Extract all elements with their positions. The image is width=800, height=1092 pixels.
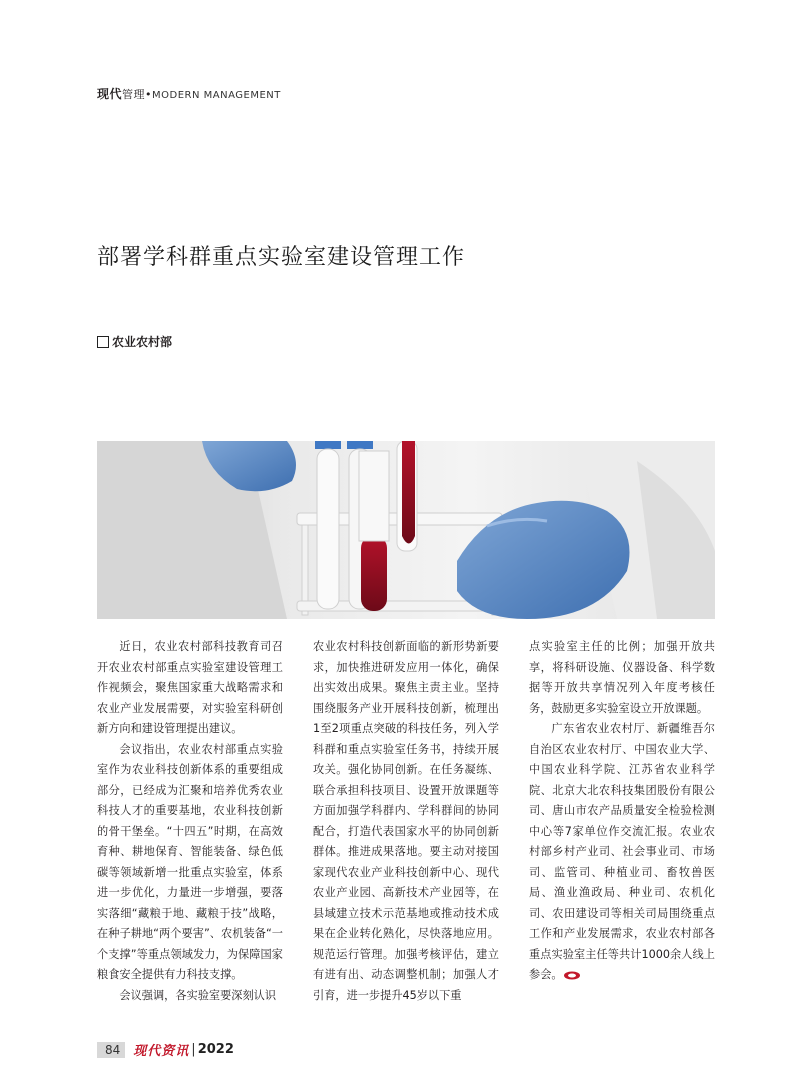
article-body [97, 637, 715, 1037]
paragraph: 会议指出，农业农村部重点实验室作为农业科技创新体系的重要组成部分，已经成为汇聚和培养优秀农业科技人才的重要基地，农业科技创新的骨干堡垒。“十四五”时期，在高效育种、耕地保育、智能装备、绿色低碳等领域新增一批重点实验室，体系进一步优化，力量进一步增强，要落实落细“藏粮于地、藏粮于技”战略，在种子耕地“两个要害”、农机装备“一个支撑”等重点领域发力，为保障国家粮食安全提供有力科技支撑。 [97, 742, 283, 981]
header-sep: • [145, 88, 153, 101]
column-2 [313, 637, 499, 1037]
end-mark-icon [563, 971, 581, 980]
column-1 [97, 637, 283, 1037]
magazine-name: 现代资讯 [133, 1044, 190, 1059]
page-number: 84 [97, 1042, 125, 1058]
footer-divider: | [191, 1042, 196, 1057]
section-header [97, 85, 281, 102]
square-icon [97, 336, 109, 348]
column-3 [529, 637, 715, 1037]
paragraph: 点实验室主任的比例；加强开放共享，将科研设施、仪器设备、科学数据等开放共享情况列入年度考核任务，鼓励更多实验室设立开放课题。 [529, 640, 715, 715]
page-footer [97, 1040, 234, 1059]
paragraph: 近日，农业农村部科技教育司召开农业农村部重点实验室建设管理工作视频会，聚焦国家重大战略需求和农业产业发展需要，对实验室科研创新方向和建设管理提出建议。 [97, 640, 283, 735]
header-plain: 管理 [122, 88, 146, 101]
lab-photo [97, 441, 715, 619]
issue-year: 2022 [197, 1042, 234, 1057]
paragraph-text: 广东省农业农村厅、新疆维吾尔自治区农业农村厅、中国农业大学、中国农业科学院、江苏省农业科学院、北京大北农科技集团股份有限公司、唐山市农产品质量安全检验检测中心等7家单位作交流汇报。农业农村部乡村产业司、社会事业司、市场司、监管司、种植业司、畜牧兽医局、渔业渔政局、种业司、农机化司、农田建设司等相关司局围绕重点工作和产业发展需求，农业农村部各重点实验室主任等共计1000余人线上参会。 [529, 722, 715, 981]
header-en: MODERN MANAGEMENT [152, 90, 281, 101]
paragraph: 会议强调，各实验室要深刻认识 [119, 988, 277, 1002]
paragraph: 农业农村科技创新面临的新形势新要求，加快推进研发应用一体化，确保出实效出成果。聚焦主责主业。坚持围绕服务产业开展科技创新，梳理出1至2项重点突破的科技任务，列入学科群和重点实验室任务书，持续开展攻关。强化协同创新。在任务凝练、联合承担科技项目、设置开放课题等方面加强学科群内、学科群间的协同配合，打造代表国家水平的协同创新群体。推进成果落地。要主动对接国家现代农业产业科技创新中心、现代农业产业园、高新技术产业园等，在县域建立技术示范基地或推动技术成果在企业转化熟化，尽快落地应用。规范运行管理。加强考核评估，建立有进有出、动态调整机制；加强人才引育，进一步提升45岁以下重 [313, 640, 499, 1002]
author-line [97, 333, 172, 350]
paragraph-last [529, 719, 715, 986]
lab-illustration [97, 441, 715, 619]
header-bold: 现代 [97, 87, 123, 101]
author-name: 农业农村部 [112, 335, 173, 349]
article-title: 部署学科群重点实验室建设管理工作 [97, 245, 466, 270]
